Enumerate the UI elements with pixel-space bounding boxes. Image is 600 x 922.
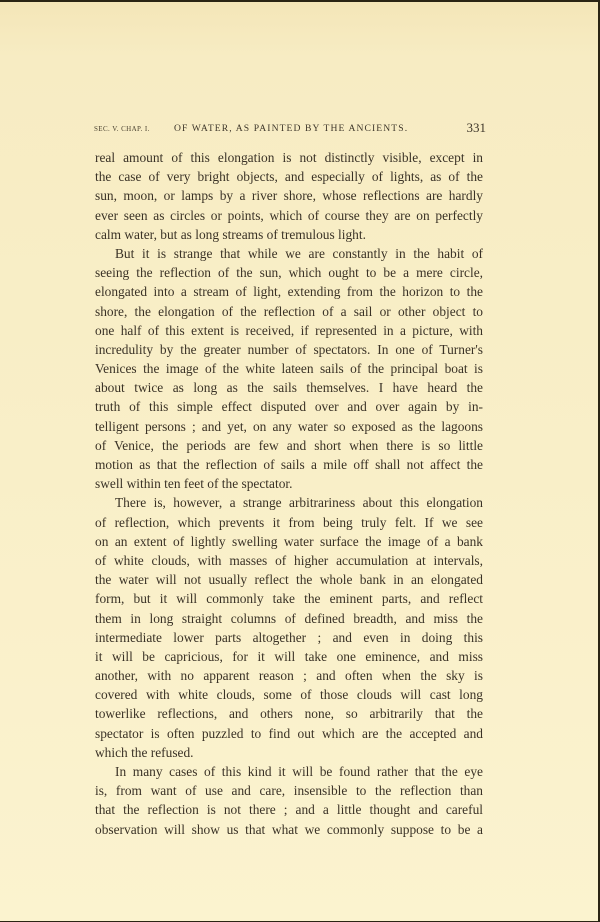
text-line: In many cases of this kind it will be found rather that the eye xyxy=(115,764,483,779)
paragraph-3 xyxy=(95,493,483,762)
text-line: spectator is often puzzled to find out which are the accepted and xyxy=(95,725,483,741)
paragraph-2 xyxy=(95,244,483,493)
page-number: 331 xyxy=(466,120,486,135)
text-line: telligent persons ; and yet, on any water so exposed as the lagoons xyxy=(95,418,483,434)
text-line: of reflection, which prevents it from being truly felt. If we see xyxy=(95,514,483,530)
section-label: SEC. V. CHAP. I. xyxy=(94,125,150,133)
text-line: ever seen as circles or points, which of course they are on perfectly xyxy=(95,207,483,223)
text-line: There is, however, a strange arbitrariness about this elongation xyxy=(115,495,483,511)
text-line: real amount of this elongation is not distinctly visible, except in xyxy=(95,150,483,165)
text-line: is, from want of use and care, insensible to the reflection than xyxy=(95,783,483,799)
text-line: incredulity by the greater number of spectators. In one of Turner's xyxy=(95,341,483,357)
text-line: seeing the reflection of the sun, which ought to be a mere circle, xyxy=(95,265,483,281)
text-line: sun, moon, or lamps by a river shore, whose reflections are hardly xyxy=(95,188,483,204)
text-line: covered with white clouds, some of those clouds will cast long xyxy=(95,687,483,703)
text-line: swell within ten feet of the spectator. xyxy=(95,476,293,492)
text-line: intermediate lower parts altogether ; and even in doing this xyxy=(95,629,483,645)
text-line: shore, the elongation of the reflection of a sail or other object to xyxy=(95,303,483,319)
text-line: about twice as long as the sails themselves. I have heard the xyxy=(95,380,483,396)
paragraph-1 xyxy=(95,148,483,244)
text-line: But it is strange that while we are constantly in the habit of xyxy=(115,245,483,261)
text-line: which the refused. xyxy=(95,744,194,760)
body-text xyxy=(95,148,483,839)
text-line: one half of this extent is received, if represented in a picture, with xyxy=(95,322,483,338)
text-line: the case of very bright objects, and especially of lights, as of the xyxy=(95,169,483,185)
chapter-title: OF WATER, AS PAINTED BY THE ANCIENTS. xyxy=(174,123,409,134)
text-line: on an extent of lightly swelling water surface the image of a bank xyxy=(95,533,483,549)
text-line: that the reflection is not there ; and a little thought and careful xyxy=(95,802,483,818)
text-line: them in long straight columns of defined breadth, and miss the xyxy=(95,610,483,626)
text-line: it will be capricious, for it will take one eminence, and miss xyxy=(95,648,483,664)
paragraph-4 xyxy=(95,762,483,839)
running-head xyxy=(94,120,486,140)
text-line: Venices the image of the white lateen sails of the principal boat is xyxy=(95,361,483,377)
text-line: of white clouds, with masses of higher accumulation at intervals, xyxy=(95,552,483,568)
text-line: another, with no apparent reason ; and often when the sky is xyxy=(95,668,483,684)
text-line: elongated into a stream of light, extending from the horizon to the xyxy=(95,284,483,300)
text-line: truth of this simple effect disputed over and over again by in- xyxy=(95,399,483,415)
text-line: towerlike reflections, and others none, so arbitrarily that the xyxy=(95,706,483,722)
text-line: of Venice, the periods are few and short when there is so little xyxy=(95,437,483,453)
text-line: form, but it will commonly take the eminent parts, and reflect xyxy=(95,591,483,607)
text-line: motion as that the reflection of sails a mile off shall not affect the xyxy=(95,457,483,472)
text-line: observation will show us that what we commonly suppose to be a xyxy=(95,821,483,837)
text-line: calm water, but as long streams of tremulous light. xyxy=(95,226,366,242)
text-line: the water will not usually reflect the whole bank in an elongated xyxy=(95,572,483,588)
